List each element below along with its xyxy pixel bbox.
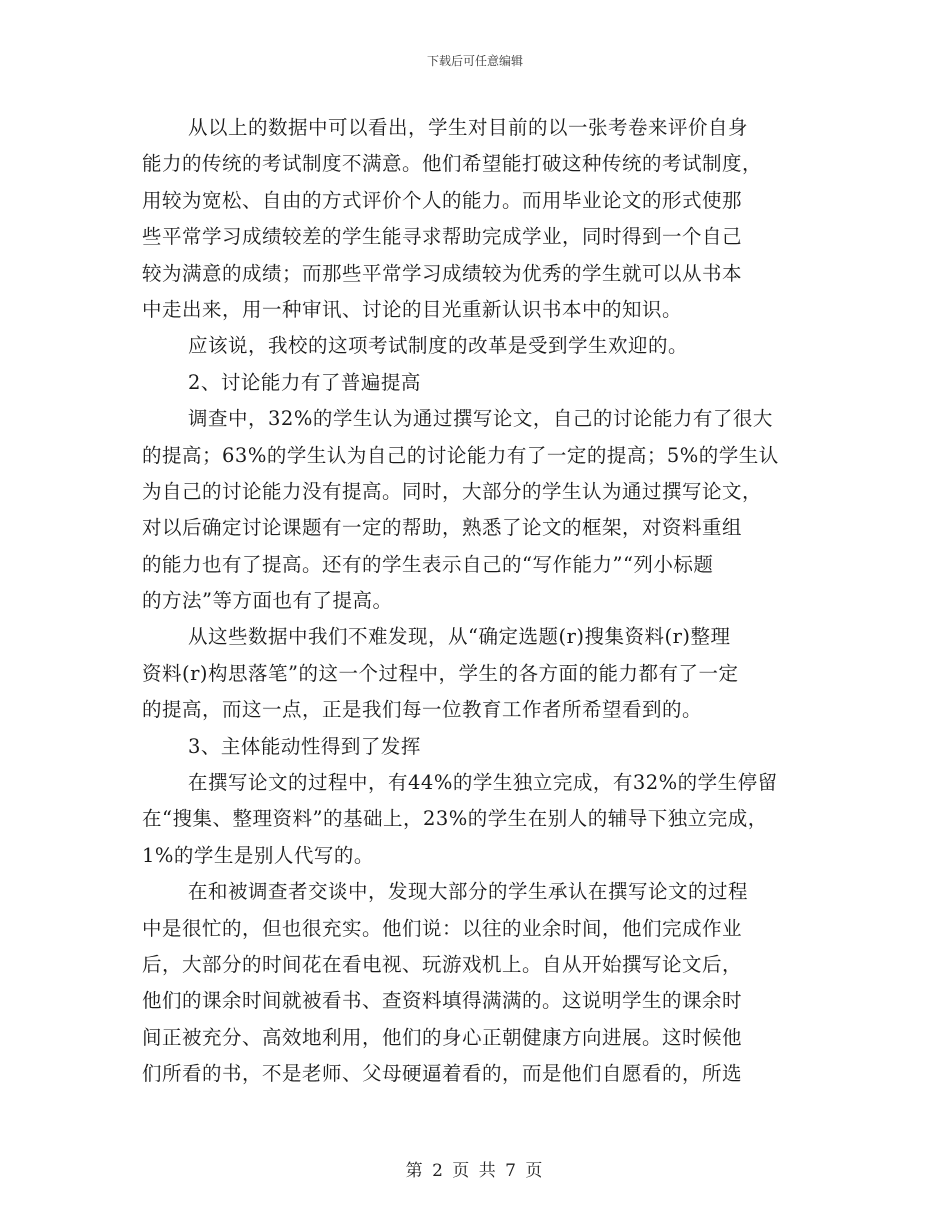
paragraph-line: 对以后确定讨论课题有一定的帮助，熟悉了论文的框架，对资料重组 [142, 516, 743, 540]
paragraph-line: 调查中，32%的学生认为通过撰写论文，自己的讨论能力有了很大 [188, 407, 773, 431]
paragraph-line: 较为满意的成绩；而那些平常学习成绩较为优秀的学生就可以从书本 [142, 261, 743, 285]
paragraph-line: 的方法”等方面也有了提高。 [142, 589, 393, 613]
paragraph-line: 的能力也有了提高。还有的学生表示自己的“写作能力”“列小标题 [142, 552, 714, 576]
paragraph-line: 中是很忙的，但也很充实。他们说：以往的业余时间，他们完成作业 [142, 916, 743, 940]
paragraph-line: 后，大部分的时间花在看电视、玩游戏机上。自从开始撰写论文后， [142, 952, 743, 976]
page-number-footer: 第 2 页 共 7 页 [405, 1161, 545, 1181]
paragraph-line: 些平常学习成绩较差的学生能寻求帮助完成学业，同时得到一个自己 [142, 225, 743, 249]
paragraph-line: 应该说，我校的这项考试制度的改革是受到学生欢迎的。 [188, 334, 689, 358]
paragraph-line: 中走出来，用一种审讯、讨论的目光重新认识书本中的知识。 [142, 297, 683, 321]
page-header-note: 下载后可任意编辑 [426, 54, 523, 68]
paragraph-line: 在撰写论文的过程中，有44%的学生独立完成，有32%的学生停留 [188, 771, 778, 795]
paragraph-line: 的提高，而这一点，正是我们每一位教育工作者所希望看到的。 [142, 698, 703, 722]
paragraph-line: 他们的课余时间就被看书、查资料填得满满的。这说明学生的课余时 [142, 989, 743, 1013]
paragraph-line: 1%的学生是别人代写的。 [142, 843, 374, 867]
paragraph-line: 能力的传统的考试制度不满意。他们希望能打破这种传统的考试制度， [142, 152, 763, 176]
paragraph-line: 资料(r)构思落笔”的这一个过程中，学生的各方面的能力都有了一定 [142, 661, 739, 685]
section-heading: 2、讨论能力有了普遍提高 [188, 370, 421, 394]
paragraph-line: 从这些数据中我们不难发现，从“确定选题(r)搜集资料(r)整理 [188, 625, 731, 649]
paragraph-line: 的提高；63%的学生认为自己的讨论能力有了一定的提高；5%的学生认 [142, 443, 779, 467]
section-heading: 3、主体能动性得到了发挥 [188, 734, 421, 758]
paragraph-line: 从以上的数据中可以看出，学生对目前的以一张考卷来评价自身 [188, 116, 749, 139]
paragraph-line: 为自己的讨论能力没有提高。同时，大部分的学生认为通过撰写论文， [142, 479, 763, 503]
paragraph-line: 间正被充分、高效地利用，他们的身心正朝健康方向进展。这时候他 [142, 1025, 743, 1049]
document-body [142, 110, 812, 1093]
paragraph-line: 用较为宽松、自由的方式评价个人的能力。而用毕业论文的形式使那 [142, 188, 743, 212]
paragraph-line: 们所看的书，不是老师、父母硬逼着看的，而是他们自愿看的，所选 [142, 1062, 743, 1086]
paragraph-line: 在“搜集、整理资料”的基础上，23%的学生在别人的辅导下独立完成， [142, 807, 768, 831]
paragraph-line: 在和被调查者交谈中，发现大部分的学生承认在撰写论文的过程 [188, 880, 749, 904]
